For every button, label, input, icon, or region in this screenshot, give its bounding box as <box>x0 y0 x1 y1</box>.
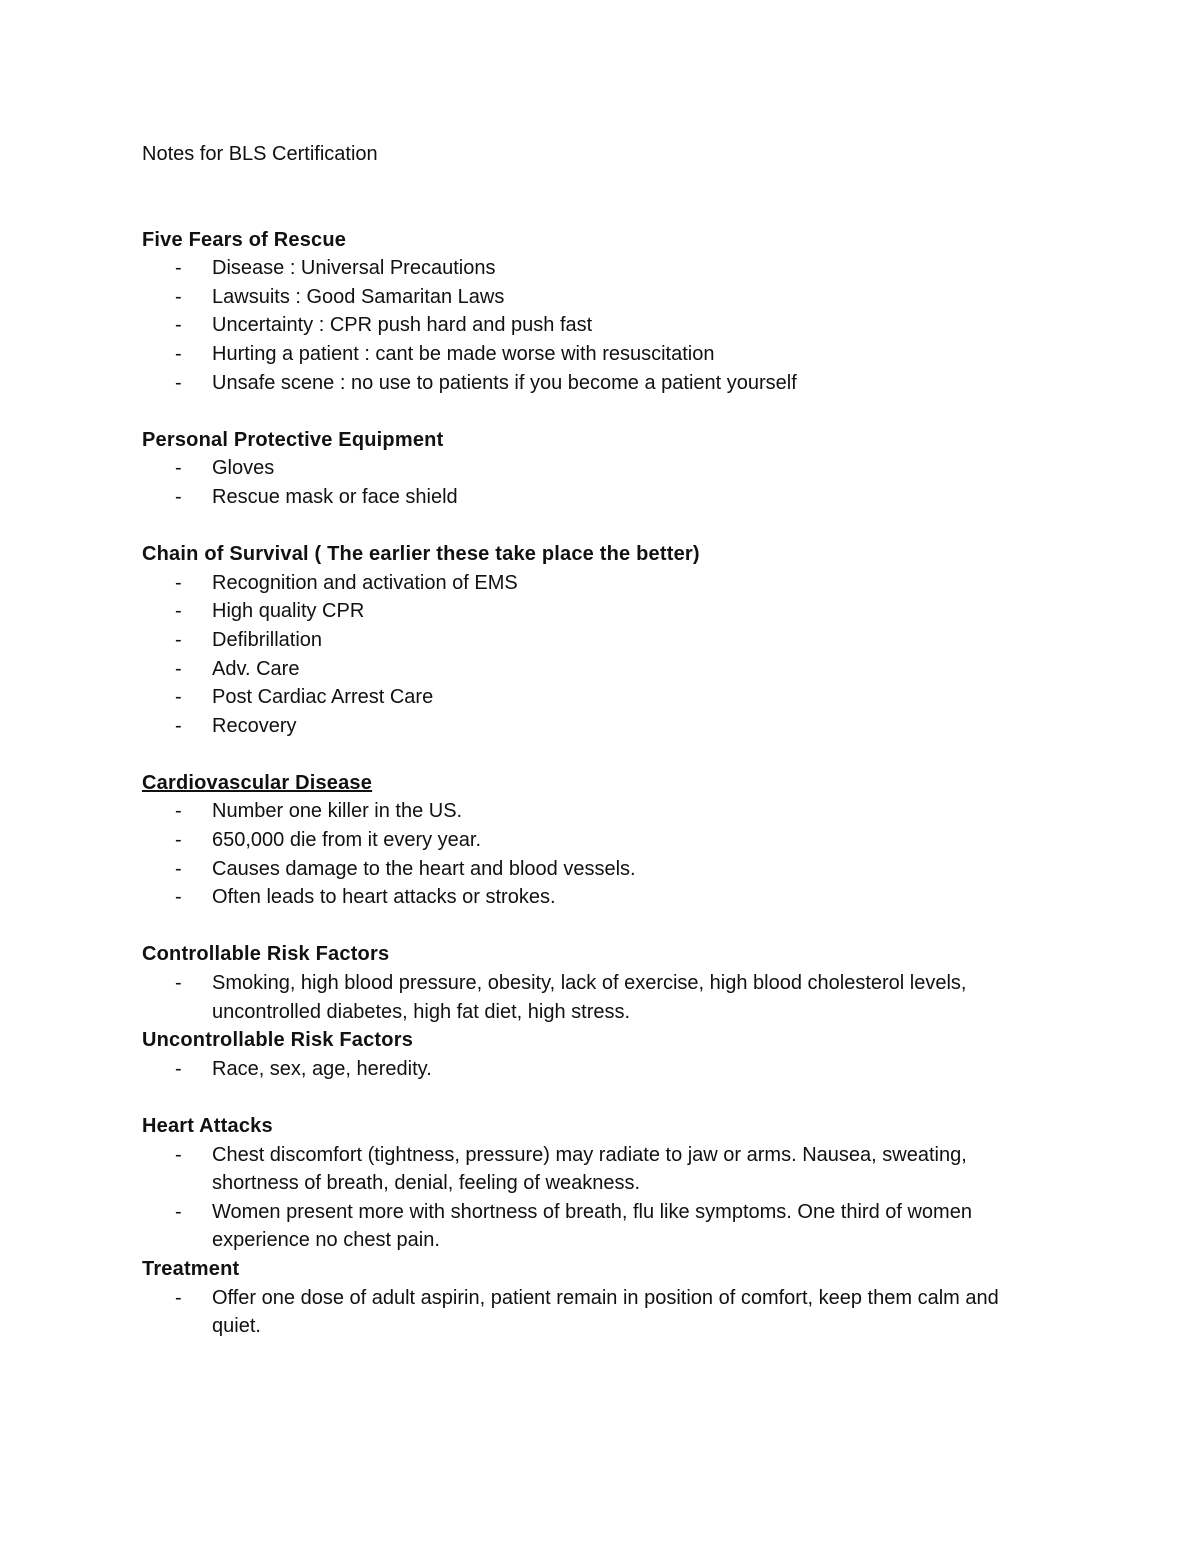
list-item-text: Defibrillation <box>212 628 323 651</box>
list-item-text: Lawsuits : Good Samaritan Laws <box>212 285 505 308</box>
list-item <box>142 826 1042 855</box>
list-item <box>142 1141 1042 1198</box>
section-five-fears <box>142 226 1042 398</box>
section-heading: Five Fears of Rescue <box>142 228 347 251</box>
bullet-dash: - <box>175 285 182 308</box>
bullet-dash: - <box>175 600 182 623</box>
bullet-dash: - <box>175 257 182 280</box>
list-item <box>142 855 1042 884</box>
list-item-text: Post Cardiac Arrest Care <box>212 686 434 709</box>
bullet-list <box>142 454 1042 511</box>
list-item-text: Unsafe scene : no use to patients if you become a patient yourself <box>212 371 797 394</box>
list-item-text: 650,000 die from it every year. <box>212 829 482 852</box>
bullet-dash: - <box>175 800 182 823</box>
section-heading: Personal Protective Equipment <box>142 428 444 451</box>
list-item <box>142 1055 1042 1084</box>
section-heart-attacks <box>142 1112 1042 1255</box>
list-item <box>142 1198 1042 1255</box>
spacer <box>142 912 1042 941</box>
bullet-dash: - <box>175 1057 182 1080</box>
document-title: Notes for BLS Certification <box>142 143 378 165</box>
section-treatment <box>142 1255 1042 1341</box>
bullet-list <box>142 1284 1042 1341</box>
list-item <box>142 969 1042 1026</box>
spacer <box>142 169 1042 226</box>
section-heading: Cardiovascular Disease <box>142 771 373 794</box>
bullet-list <box>142 1055 1042 1084</box>
bullet-list <box>142 569 1042 741</box>
list-item <box>142 683 1042 712</box>
section-heading: Uncontrollable Risk Factors <box>142 1029 414 1052</box>
document-page <box>142 140 1042 1341</box>
bullet-list <box>142 1141 1042 1255</box>
section-uncontrollable-risk-factors <box>142 1026 1042 1083</box>
spacer <box>142 512 1042 541</box>
bullet-dash: - <box>175 657 182 680</box>
bullet-dash: - <box>175 628 182 651</box>
bullet-dash: - <box>175 457 182 480</box>
list-item-text: Number one killer in the US. <box>212 800 463 823</box>
bullet-dash: - <box>175 1286 182 1309</box>
bullet-dash: - <box>175 972 182 995</box>
list-item-text: Disease : Universal Precautions <box>212 257 496 280</box>
list-item <box>142 712 1042 741</box>
list-item-text: High quality CPR <box>212 600 365 623</box>
list-item <box>142 483 1042 512</box>
bullet-dash: - <box>175 829 182 852</box>
section-controllable-risk-factors <box>142 940 1042 1026</box>
list-item-text: Causes damage to the heart and blood vessels. <box>212 857 636 880</box>
list-item <box>142 1284 1042 1341</box>
list-item <box>142 254 1042 283</box>
bullet-dash: - <box>175 686 182 709</box>
list-item-text: Chest discomfort (tightness, pressure) may radiate to jaw or arms. Nausea, sweating, shortness of breath, denial, feeling of weakness. <box>212 1143 967 1195</box>
section-heading: Controllable Risk Factors <box>142 943 390 966</box>
bullet-dash: - <box>175 342 182 365</box>
bullet-list <box>142 254 1042 397</box>
list-item-text: Women present more with shortness of breath, flu like symptoms. One third of women experience no chest pain. <box>212 1200 972 1252</box>
list-item <box>142 626 1042 655</box>
section-chain-of-survival <box>142 540 1042 740</box>
list-item-text: Hurting a patient : cant be made worse with resuscitation <box>212 342 715 365</box>
section-heading: Heart Attacks <box>142 1115 273 1137</box>
list-item <box>142 655 1042 684</box>
list-item <box>142 283 1042 312</box>
bullet-list <box>142 969 1042 1026</box>
bullet-dash: - <box>175 857 182 880</box>
list-item <box>142 454 1042 483</box>
list-item-text: Smoking, high blood pressure, obesity, lack of exercise, high blood cholesterol levels, uncontrolled diabetes, high fat diet, high stress. <box>212 972 967 1023</box>
list-item <box>142 597 1042 626</box>
spacer <box>142 740 1042 769</box>
bullet-dash: - <box>175 1200 182 1223</box>
list-item-text: Recognition and activation of EMS <box>212 571 518 594</box>
section-ppe <box>142 426 1042 512</box>
list-item-text: Gloves <box>212 457 275 480</box>
list-item-text: Race, sex, age, heredity. <box>212 1057 432 1080</box>
list-item <box>142 369 1042 398</box>
bullet-dash: - <box>175 371 182 394</box>
list-item-text: Recovery <box>212 714 297 737</box>
list-item <box>142 311 1042 340</box>
bullet-dash: - <box>175 1143 182 1166</box>
list-item-text: Uncertainty : CPR push hard and push fast <box>212 314 593 337</box>
section-heading: Chain of Survival ( The earlier these take place the better) <box>142 543 700 566</box>
list-item <box>142 883 1042 912</box>
bullet-dash: - <box>175 886 182 909</box>
bullet-list <box>142 797 1042 911</box>
bullet-dash: - <box>175 714 182 737</box>
bullet-dash: - <box>175 314 182 337</box>
list-item-text: Offer one dose of adult aspirin, patient remain in position of comfort, keep them calm and quiet. <box>212 1286 999 1338</box>
list-item <box>142 797 1042 826</box>
list-item <box>142 340 1042 369</box>
bullet-dash: - <box>175 571 182 594</box>
spacer <box>142 1083 1042 1112</box>
spacer <box>142 397 1042 426</box>
list-item-text: Adv. Care <box>212 657 300 680</box>
section-heading: Treatment <box>142 1257 240 1280</box>
list-item-text: Often leads to heart attacks or strokes. <box>212 886 556 909</box>
bullet-dash: - <box>175 485 182 508</box>
list-item <box>142 569 1042 598</box>
section-cardiovascular-disease <box>142 769 1042 912</box>
list-item-text: Rescue mask or face shield <box>212 485 458 508</box>
